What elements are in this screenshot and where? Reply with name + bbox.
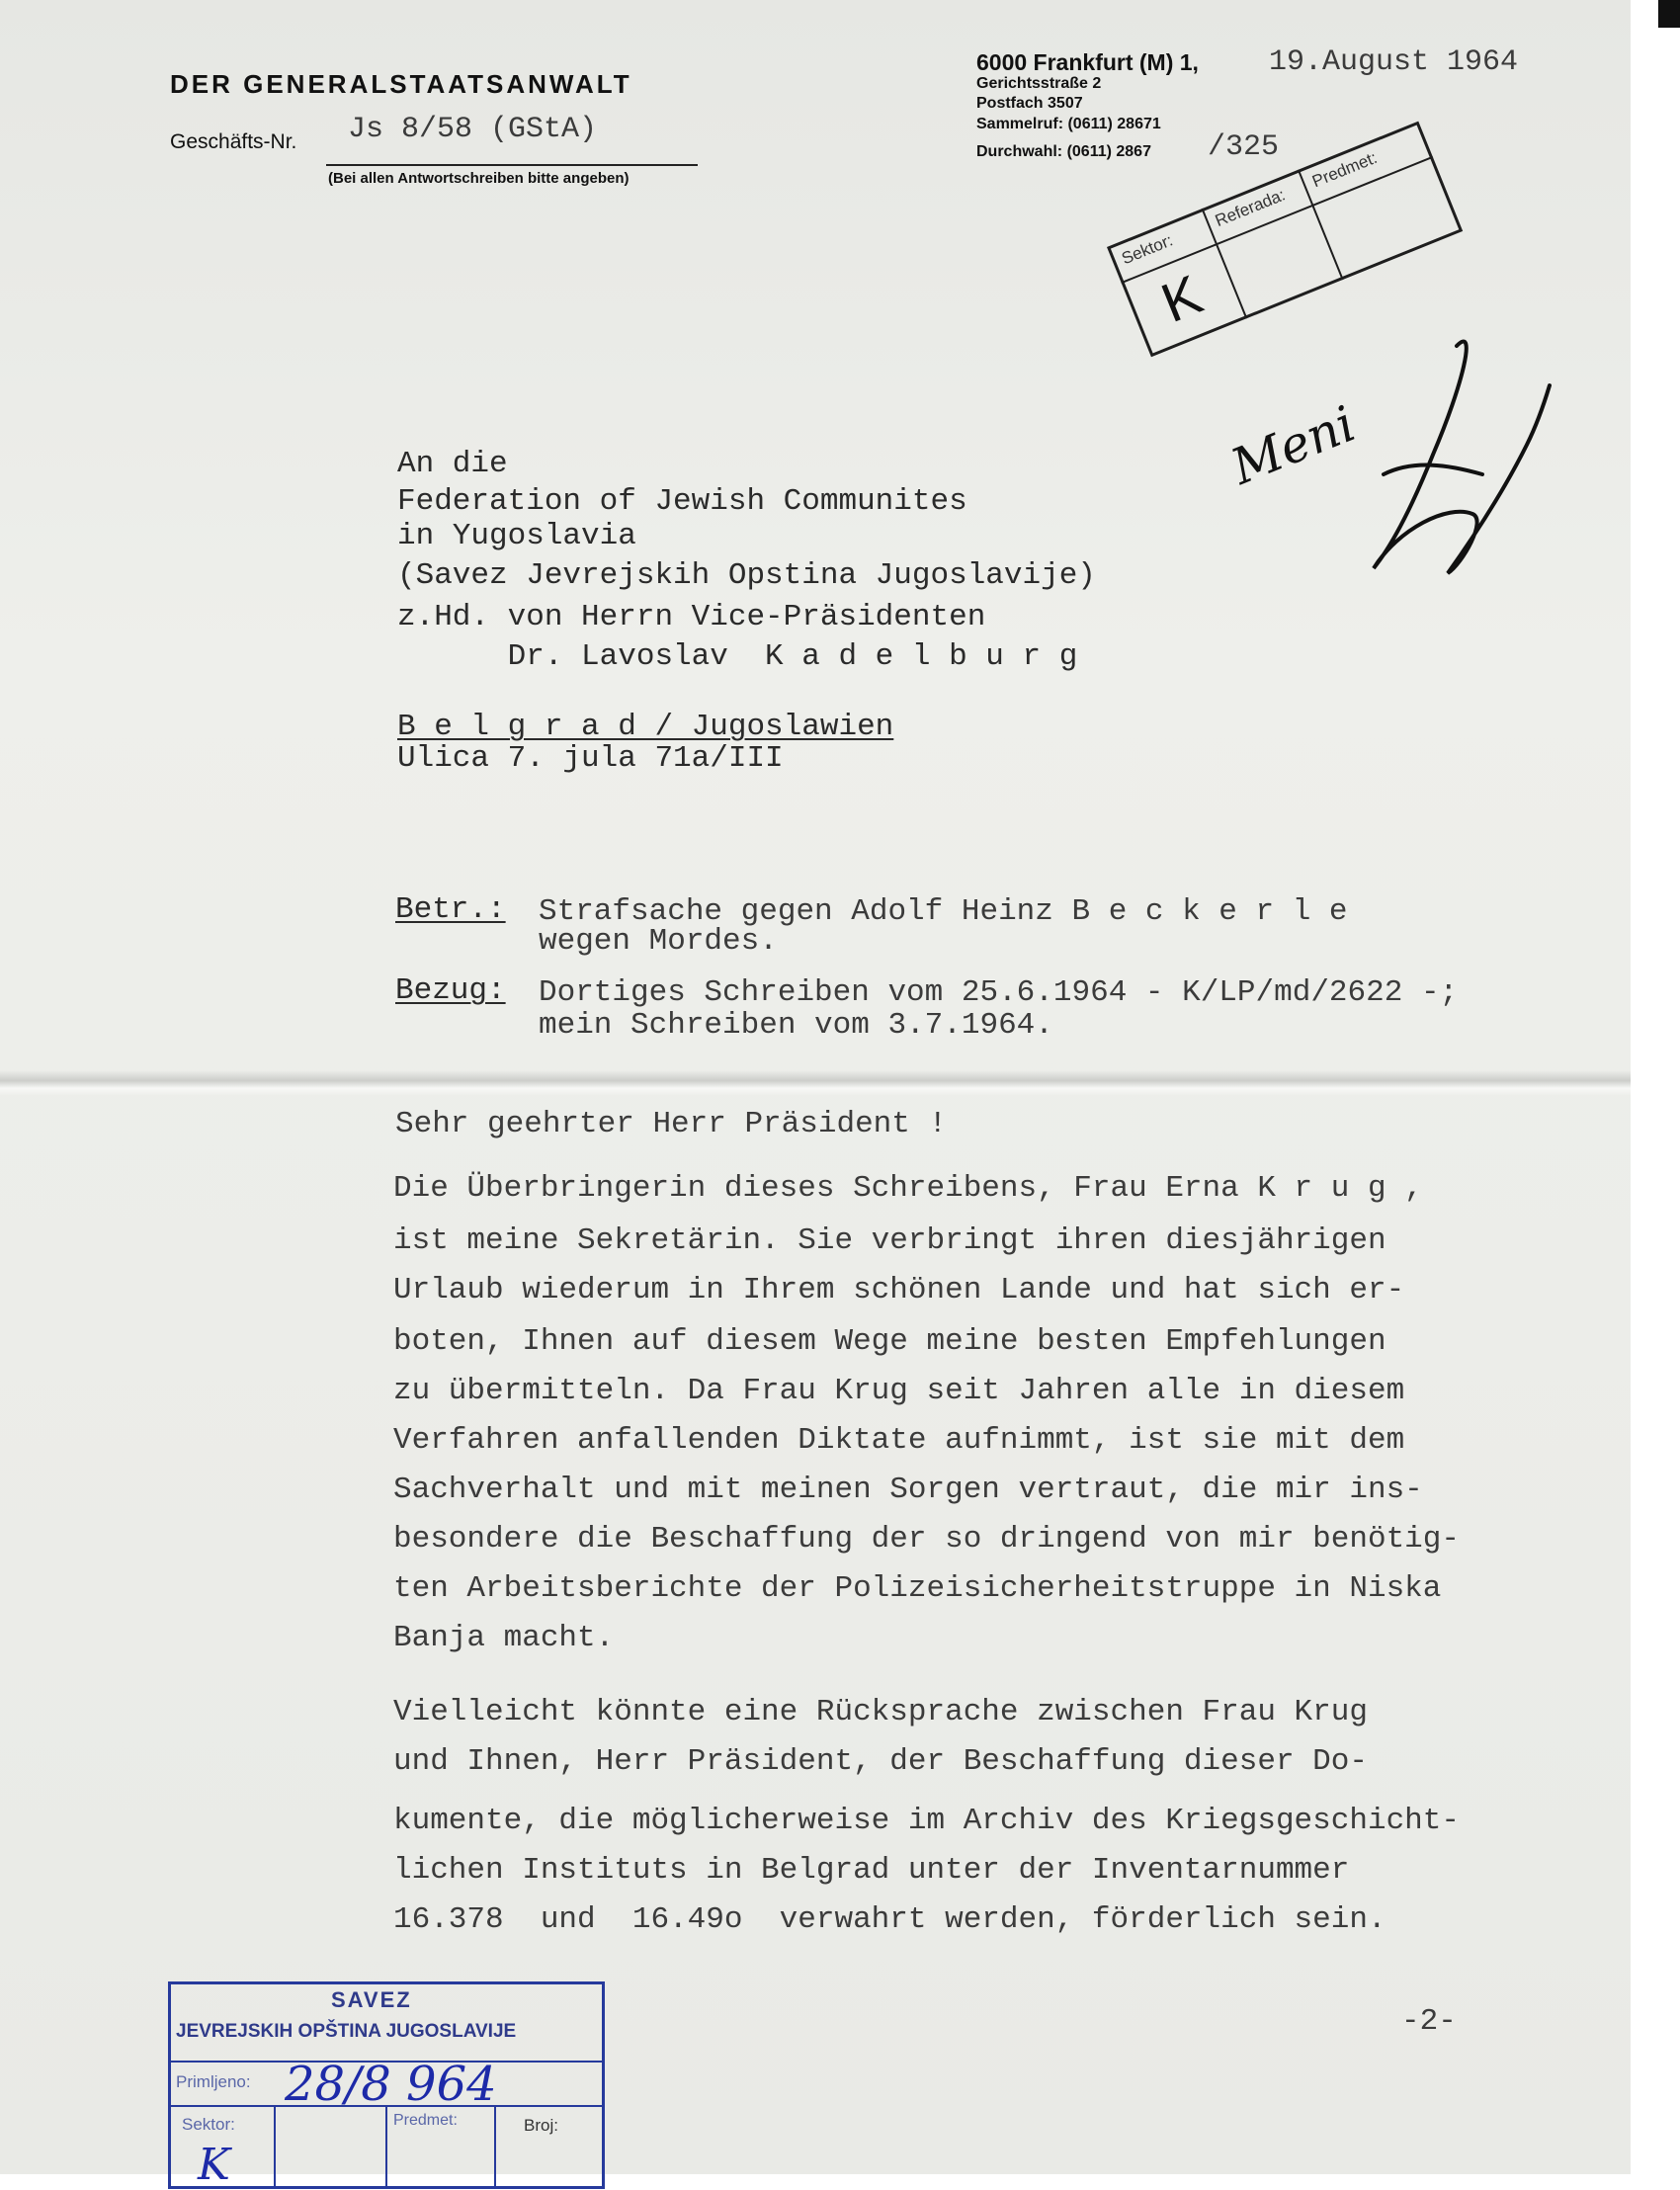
address-line: An die: [397, 447, 508, 481]
address-line: (Savez Jevrejskih Opstina Jugoslavije): [397, 558, 1096, 593]
sender-street: Gerichtsstraße 2: [976, 75, 1102, 92]
receipt-primljeno-label: Primljeno:: [176, 2072, 251, 2091]
body-line: Banja macht.: [393, 1621, 615, 1655]
bezug-text: Dortiges Schreiben vom 25.6.1964 - K/LP/md/2622 -;: [539, 975, 1459, 1010]
body-line: Urlaub wiederum in Ihrem schönen Lande und hat sich er-: [393, 1273, 1405, 1307]
body-line: Vielleicht könnte eine Rücksprache zwischen Frau Krug: [393, 1695, 1368, 1729]
receipt-org-line1: SAVEZ: [331, 1987, 412, 2012]
body-line: ten Arbeitsberichte der Polizeisicherheitstruppe in Niska: [393, 1571, 1442, 1606]
bezug-text: mein Schreiben vom 3.7.1964.: [539, 1008, 1053, 1043]
body-line: Die Überbringerin dieses Schreibens, Frau Erna K r u g ,: [393, 1171, 1423, 1206]
reference-number: Js 8/58 (GStA): [348, 113, 598, 146]
reference-rule: [326, 164, 698, 166]
body-line: Verfahren anfallenden Diktate aufnimmt, ist sie mit dem: [393, 1423, 1405, 1458]
body-line: besondere die Beschaffung der so dringend von mir benötig-: [393, 1522, 1460, 1557]
paper-fold-line: [0, 1070, 1631, 1096]
body-line: zu übermitteln. Da Frau Krug seit Jahren alle in diesem: [393, 1374, 1405, 1408]
address-line: z.Hd. von Herrn Vice-Präsidenten: [397, 600, 986, 634]
scan-corner-mark: [1658, 0, 1680, 28]
betr-label: Betr.:: [395, 892, 506, 927]
phone-extension: /325: [1208, 130, 1280, 164]
handwritten-note: Meni: [1223, 394, 1364, 496]
stamp-referada-label: Referada:: [1212, 185, 1289, 231]
authority-heading: DER GENERALSTAATSANWALT: [170, 69, 632, 99]
address-street: Ulica 7. jula 71a/III: [397, 741, 784, 776]
address-city: B e l g r a d / Jugoslawien: [397, 710, 894, 744]
stamp-sektor-value: K: [1152, 262, 1211, 335]
handwritten-signature: [1354, 326, 1552, 583]
body-line: 16.378 und 16.49o verwahrt werden, förderlich sein.: [393, 1902, 1386, 1937]
sender-postbox: Postfach 3507: [976, 95, 1083, 112]
betr-text: Strafsache gegen Adolf Heinz B e c k e r l e: [539, 894, 1348, 929]
receipt-broj-label: Broj:: [524, 2116, 558, 2135]
body-line: Sachverhalt und mit meinen Sorgen vertraut, die mir ins-: [393, 1473, 1423, 1507]
letter-date: 19.August 1964: [1269, 45, 1519, 79]
stamp-sektor-label: Sektor:: [1119, 230, 1176, 269]
receipt-sektor-value: K: [198, 2140, 230, 2190]
body-line: boten, Ihnen auf diesem Wege meine besten Empfehlungen: [393, 1324, 1386, 1359]
receipt-predmet-label: Predmet:: [393, 2112, 458, 2129]
receipt-handwritten-date: 28/8 964: [285, 2057, 497, 2112]
bezug-label: Bezug:: [395, 973, 506, 1008]
receipt-sektor-label: Sektor:: [182, 2115, 235, 2134]
sender-city: 6000 Frankfurt (M) 1,: [976, 49, 1199, 75]
reference-label: Geschäfts-Nr.: [170, 130, 297, 153]
address-line: Federation of Jewish Communites: [397, 484, 967, 519]
address-line: in Yugoslavia: [397, 519, 636, 553]
sender-phone-direct: Durchwahl: (0611) 2867: [976, 143, 1151, 160]
betr-text: wegen Mordes.: [539, 924, 778, 959]
body-line: lichen Instituts in Belgrad unter der Inventarnummer: [393, 1853, 1350, 1888]
reference-note: (Bei allen Antwortschreiben bitte angeben): [328, 170, 630, 187]
salutation: Sehr geehrter Herr Präsident !: [395, 1107, 948, 1141]
receipt-stamp-bottom: [168, 1981, 605, 2190]
scan-margin: [1631, 0, 1680, 2174]
address-line: Dr. Lavoslav K a d e l b u r g: [397, 639, 1078, 674]
body-line: ist meine Sekretärin. Sie verbringt ihren diesjährigen: [393, 1223, 1386, 1258]
sender-phone-main: Sammelruf: (0611) 28671: [976, 116, 1161, 132]
body-line: kumente, die möglicherweise im Archiv des Kriegsgeschicht-: [393, 1804, 1460, 1838]
page-marker: -2-: [1401, 2004, 1457, 2039]
receipt-org-line2: JEVREJSKIH OPŠTINA JUGOSLAVIJE: [176, 2021, 517, 2042]
body-line: und Ihnen, Herr Präsident, der Beschaffung dieser Do-: [393, 1744, 1368, 1779]
stamp-predmet-label: Predmet:: [1309, 147, 1381, 192]
